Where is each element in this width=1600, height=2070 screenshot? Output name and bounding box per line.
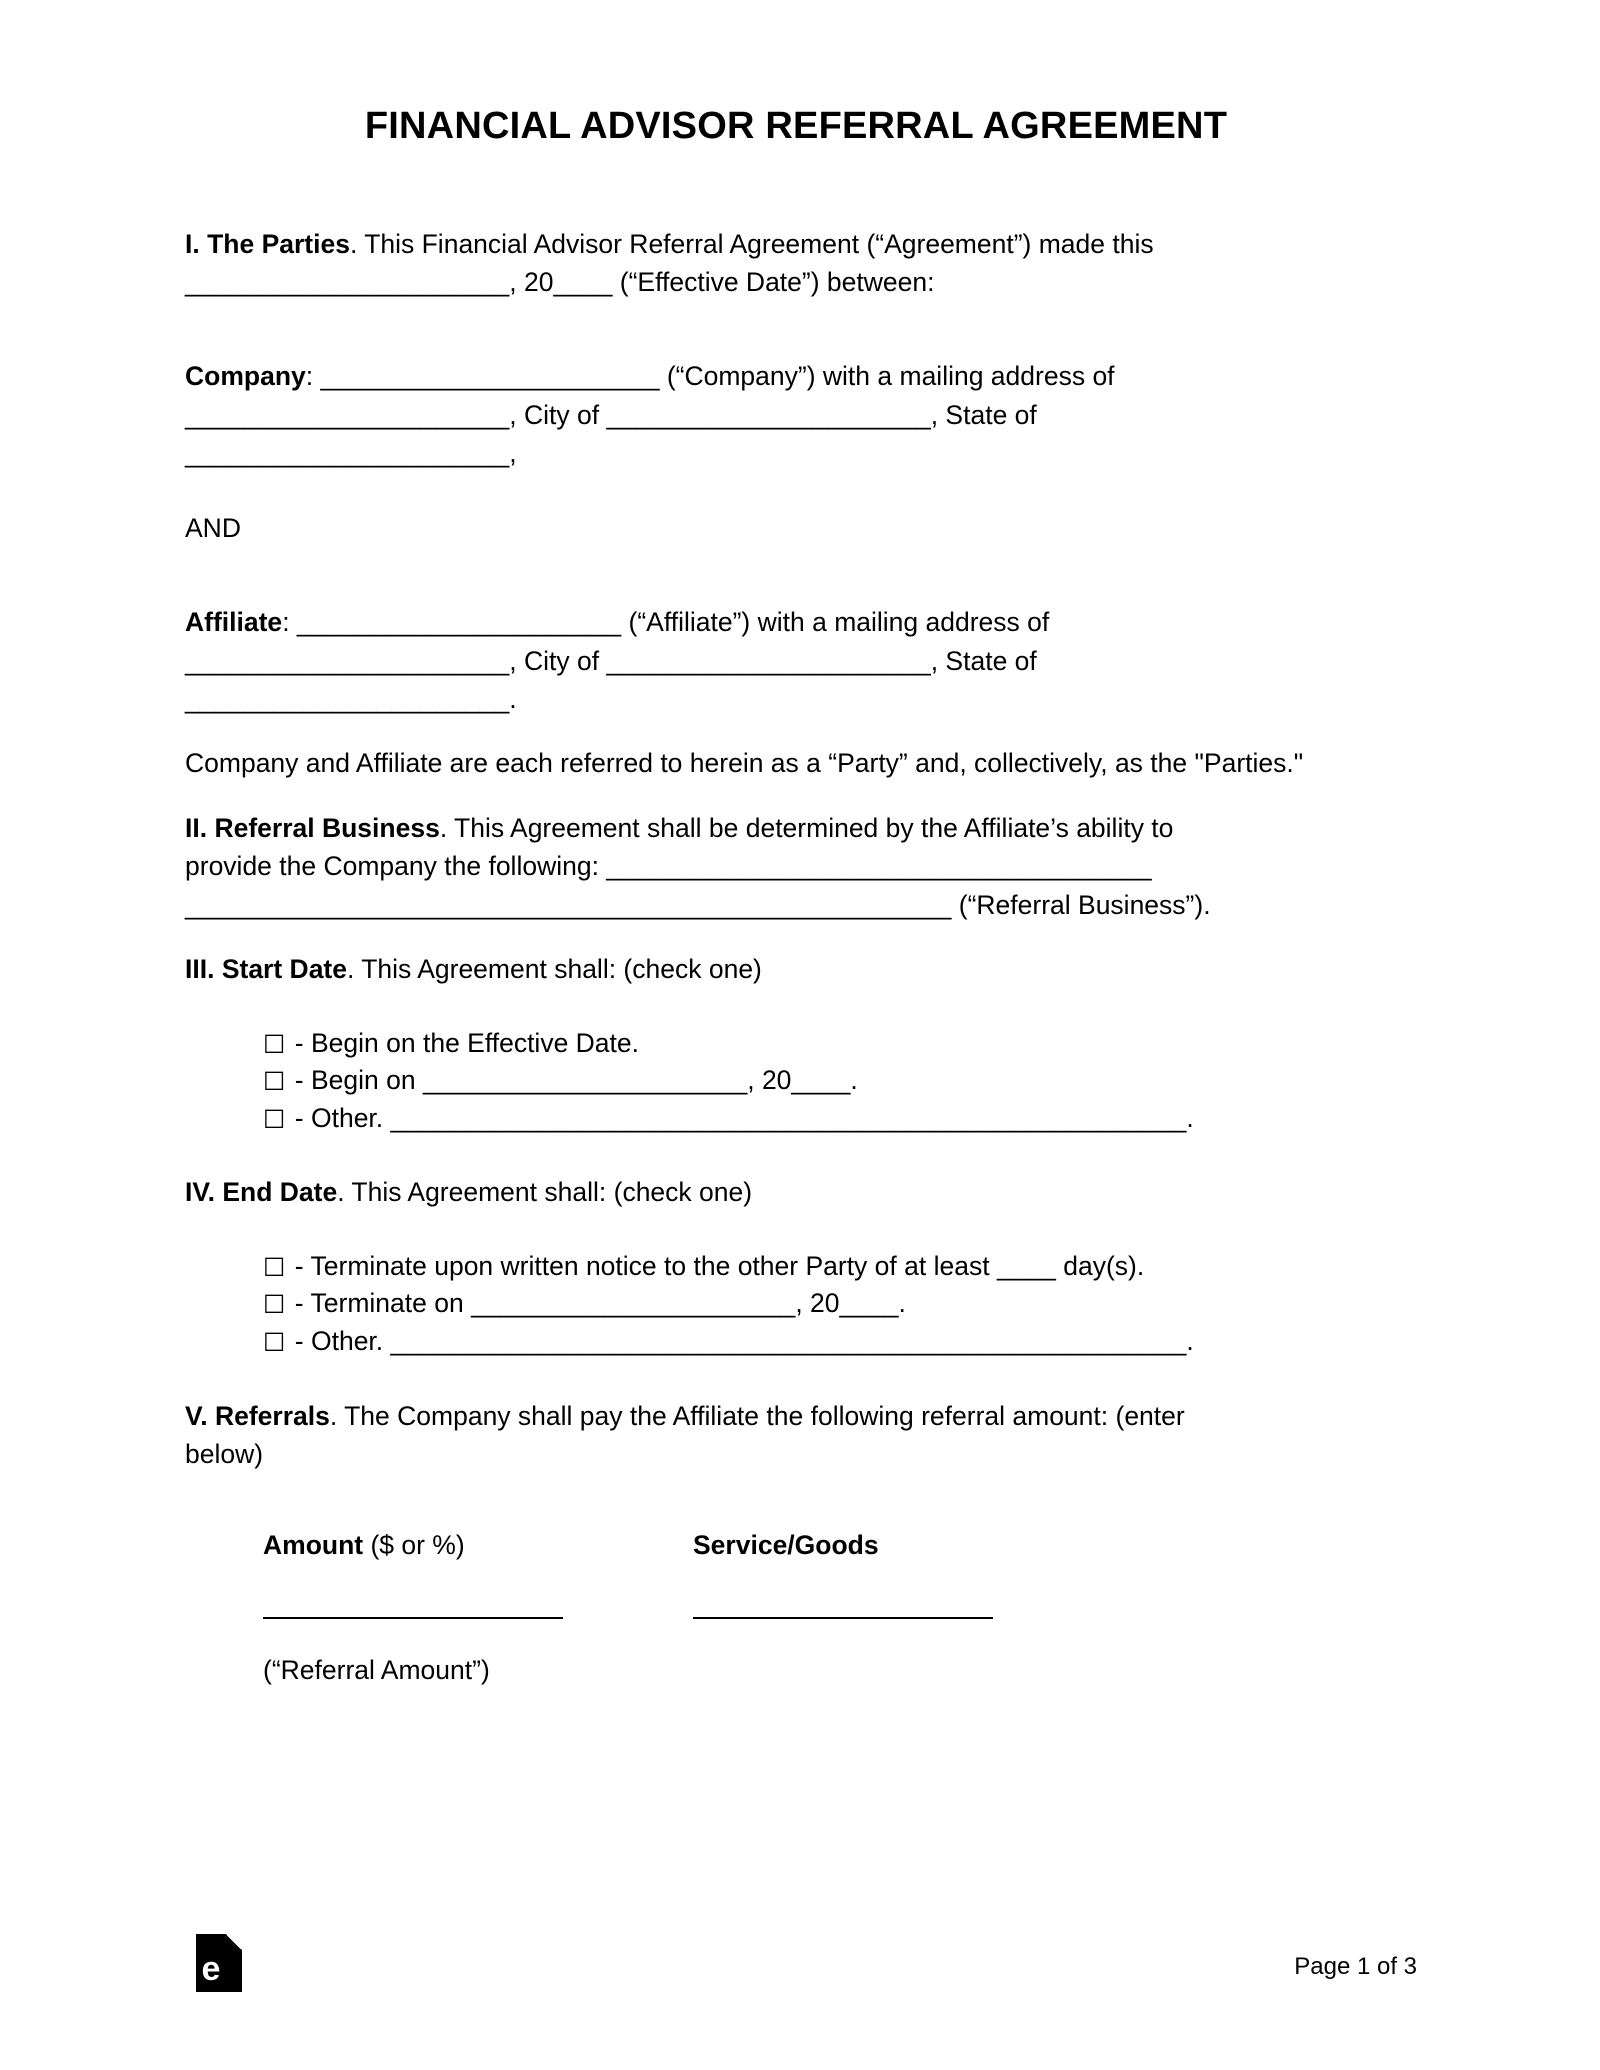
referral-business-line3-end: (“Referral Business”). xyxy=(951,889,1211,920)
end-date-other-blank[interactable]: ______________________________________________________ xyxy=(390,1326,1187,1357)
parties-definition-note: Company and Affiliate are each referred to herein as a “Party” and, collectively, as the "Parties." xyxy=(185,748,1304,779)
spacer xyxy=(185,301,1407,357)
checkbox-icon[interactable]: ☐ xyxy=(263,1328,286,1358)
referral-col-amount-header xyxy=(263,1530,693,1561)
checkbox-icon[interactable]: ☐ xyxy=(263,1029,286,1059)
company-name-blank[interactable]: _______________________ xyxy=(320,361,660,392)
document-body xyxy=(185,0,1407,1686)
section-parties-heading: I. The Parties xyxy=(185,228,350,259)
section-end-date-heading: IV. End Date xyxy=(185,1177,338,1208)
start-date-option-1-label: - Begin on the Effective Date. xyxy=(294,1027,640,1058)
affiliate-line3-end: . xyxy=(509,683,517,714)
end-date-option-1-label: - Terminate upon written notice to the other Party of at least xyxy=(294,1250,997,1281)
section-referral-business xyxy=(185,809,1407,924)
section-end-date xyxy=(185,1173,1407,1211)
end-date-terminate-on-blank[interactable]: ______________________ xyxy=(471,1288,796,1319)
company-label: Company xyxy=(185,361,306,392)
checkbox-icon[interactable]: ☐ xyxy=(263,1104,286,1134)
end-date-option-2[interactable] xyxy=(263,1285,1407,1323)
referral-business-blank-2[interactable]: ____________________________________________________ xyxy=(185,889,952,920)
spacer xyxy=(185,1137,1407,1173)
section-referrals-line1: . The Company shall pay the Affiliate the following referral amount: (enter xyxy=(329,1400,1185,1431)
checkbox-icon[interactable]: ☐ xyxy=(263,1067,286,1097)
start-date-begin-on-blank[interactable]: ______________________ xyxy=(422,1065,748,1096)
affiliate-label: Affiliate xyxy=(185,607,283,638)
end-date-option-3[interactable] xyxy=(263,1323,1407,1361)
checkbox-icon[interactable]: ☐ xyxy=(263,1290,286,1320)
end-date-option-1[interactable] xyxy=(263,1248,1407,1286)
page-title: FINANCIAL ADVISOR REFERRAL AGREEMENT xyxy=(364,105,1228,147)
end-date-option-3-label: - Other. xyxy=(294,1326,391,1357)
page-number: Page 1 of 3 xyxy=(1294,1953,1417,1980)
end-date-option-3-suffix: . xyxy=(1186,1326,1194,1357)
referral-service-field-cell xyxy=(693,1617,1123,1619)
checkbox-icon[interactable]: ☐ xyxy=(263,1252,286,1282)
referral-col-amount-label: Amount xyxy=(263,1529,364,1560)
section-parties-line1: . This Financial Advisor Referral Agreement (“Agreement”) made this xyxy=(349,228,1154,259)
company-city-label: , City of xyxy=(509,399,607,430)
company-colon: : xyxy=(305,361,321,392)
referral-amount-input-rule[interactable] xyxy=(263,1617,563,1619)
eforms-logo-letter: e xyxy=(201,1950,221,1988)
referral-amount-caption: (“Referral Amount”) xyxy=(263,1654,490,1685)
section-start-date-intro: . This Agreement shall: (check one) xyxy=(347,954,762,985)
spacer xyxy=(185,989,1407,1025)
section-start-date xyxy=(185,950,1407,988)
referral-amount-field-cell xyxy=(263,1617,693,1619)
affiliate-address-blank[interactable]: ______________________ xyxy=(185,645,510,676)
section-referrals xyxy=(185,1397,1407,1474)
start-date-options xyxy=(263,1025,1407,1138)
end-date-option-2-label: - Terminate on xyxy=(294,1288,472,1319)
affiliate-block xyxy=(185,603,1407,718)
affiliate-name-blank[interactable]: ______________________ xyxy=(296,607,622,638)
end-date-options xyxy=(263,1248,1407,1361)
company-address-blank[interactable]: ______________________ xyxy=(185,399,510,430)
referral-business-blank-1[interactable]: _____________________________________ xyxy=(606,851,1152,882)
affiliate-city-label: , City of xyxy=(509,645,607,676)
section-parties xyxy=(185,225,1407,302)
spacer xyxy=(185,718,1407,744)
spacer xyxy=(185,547,1407,603)
spacer xyxy=(185,1619,1407,1655)
end-date-option-1-suffix: day(s). xyxy=(1055,1250,1145,1281)
referral-service-input-rule[interactable] xyxy=(693,1617,993,1619)
spacer xyxy=(185,150,1407,225)
spacer xyxy=(185,1561,1407,1617)
start-date-option-2-suffix: , 20____. xyxy=(747,1065,858,1096)
company-block xyxy=(185,357,1407,472)
affiliate-line1-text: (“Affiliate”) with a mailing address of xyxy=(621,607,1050,638)
company-line1-text: (“Company”) with a mailing address of xyxy=(659,361,1115,392)
affiliate-state-blank[interactable]: ______________________ xyxy=(185,683,510,714)
start-date-option-1[interactable] xyxy=(263,1025,1407,1063)
section-referrals-line2: below) xyxy=(185,1439,264,1470)
start-date-option-3-suffix: . xyxy=(1186,1102,1194,1133)
start-date-option-2-label: - Begin on xyxy=(294,1065,423,1096)
start-date-option-3[interactable] xyxy=(263,1100,1407,1138)
spacer xyxy=(185,1361,1407,1397)
section-referrals-heading: V. Referrals xyxy=(185,1400,330,1431)
referral-business-line2-text: provide the Company the following: xyxy=(185,851,607,882)
section-referral-business-heading: II. Referral Business xyxy=(185,812,440,843)
eforms-logo-icon xyxy=(196,1934,242,1992)
spacer xyxy=(185,1474,1407,1530)
end-date-option-2-suffix: , 20____. xyxy=(795,1288,906,1319)
spacer xyxy=(185,1212,1407,1248)
section-parties-line2-rest: , 20____ (“Effective Date”) between: xyxy=(509,267,935,298)
affiliate-city-blank[interactable]: ______________________ xyxy=(606,645,931,676)
start-date-other-blank[interactable]: ______________________________________________________ xyxy=(390,1102,1187,1133)
company-state-label: , State of xyxy=(930,399,1037,430)
company-state-blank[interactable]: ______________________ xyxy=(185,438,510,469)
referral-col-service-header: Service/Goods xyxy=(693,1529,879,1560)
referral-col-amount-unit: ($ or %) xyxy=(363,1529,465,1560)
company-line3-end: , xyxy=(509,438,517,469)
start-date-option-2[interactable] xyxy=(263,1062,1407,1100)
affiliate-colon: : xyxy=(282,607,297,638)
start-date-option-3-label: - Other. xyxy=(294,1102,391,1133)
section-start-date-heading: III. Start Date xyxy=(185,954,347,985)
end-date-notice-days-blank[interactable]: ____ xyxy=(996,1250,1056,1281)
section-referral-business-line1: . This Agreement shall be determined by the Affiliate’s ability to xyxy=(439,812,1174,843)
spacer xyxy=(185,783,1407,809)
and-separator: AND xyxy=(185,512,241,543)
affiliate-state-label: , State of xyxy=(930,645,1037,676)
effective-date-blank[interactable]: ______________________ xyxy=(185,267,510,298)
section-end-date-intro: . This Agreement shall: (check one) xyxy=(337,1177,753,1208)
spacer xyxy=(185,924,1407,950)
referral-table-header xyxy=(263,1530,1407,1561)
spacer xyxy=(185,473,1407,509)
company-city-blank[interactable]: ______________________ xyxy=(606,399,931,430)
